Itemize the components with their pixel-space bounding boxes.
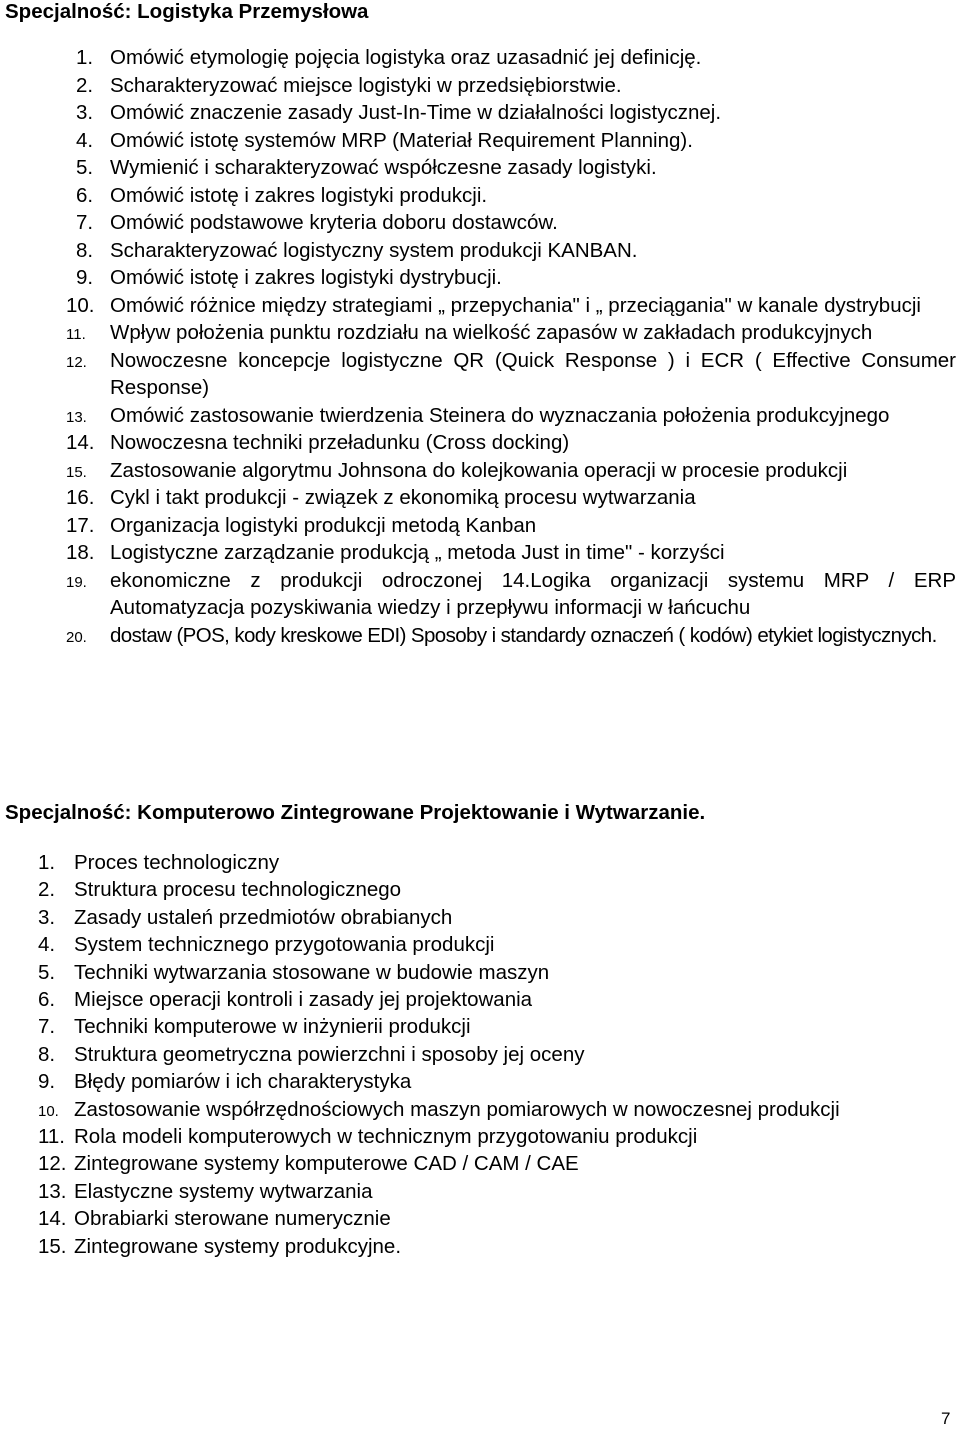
item-text: Omówić istotę systemów MRP (Materiał Requirement Planning). (110, 128, 693, 152)
list-item (0, 512, 960, 540)
item-text: Wymienić i scharakteryzować współczesne zasady logistyki. (110, 156, 657, 179)
item-text: Proces technologiczny (74, 851, 280, 874)
item-number: 9. (76, 266, 94, 289)
item-text: Nowoczesna techniki przeładunku (Cross docking) (110, 431, 570, 454)
item-number: 6. (38, 988, 56, 1012)
item-text: Zasady ustaleń przedmiotów obrabianych (74, 905, 453, 929)
item-number: 13. (38, 1179, 67, 1203)
item-number: 3. (38, 905, 56, 929)
list-item (0, 237, 960, 265)
item-number: 3. (76, 101, 94, 124)
item-number: 7. (38, 1015, 56, 1039)
list-item (0, 876, 960, 903)
item-text: Omówić zastosowanie twierdzenia Steinera do wyznaczania położenia produkcyjnego (110, 403, 890, 427)
item-number: 1. (38, 851, 56, 874)
item-number: 8. (76, 238, 94, 262)
item-number: 1. (76, 46, 94, 69)
logistics-question-list (0, 44, 960, 649)
page-number: 7 (941, 1409, 951, 1428)
cim-question-list (0, 849, 960, 1260)
item-number: 5. (76, 156, 94, 179)
item-number: 2. (38, 878, 56, 902)
item-number: 15. (66, 463, 87, 481)
list-item (0, 347, 960, 402)
list-item (0, 986, 960, 1013)
list-item (0, 1123, 960, 1150)
list-item (0, 99, 960, 127)
list-item (0, 622, 960, 650)
list-item (0, 209, 960, 237)
item-number: 20. (66, 628, 87, 646)
item-number: 15. (38, 1234, 67, 1258)
item-text: Organizacja logistyki produkcji metodą Kanban (110, 513, 537, 537)
list-item (0, 1041, 960, 1068)
list-item (0, 1096, 960, 1123)
list-item (0, 127, 960, 155)
list-item (0, 154, 960, 182)
list-item (0, 292, 960, 320)
item-text: Omówić etymologię pojęcia logistyka oraz uzasadnić jej definicję. (110, 46, 702, 69)
item-text: Omówić różnice między strategiami „ przepychania" i „ przeciągania" w kanale dystrybucji (110, 293, 921, 317)
item-text: Zastosowanie współrzędnościowych maszyn pomiarowych w nowoczesnej produkcji (74, 1097, 840, 1121)
list-item (0, 904, 960, 931)
list-item (0, 319, 960, 347)
item-text: Rola modeli komputerowych w technicznym przygotowaniu produkcji (74, 1125, 698, 1149)
item-text: Obrabiarki sterowane numerycznie (74, 1207, 391, 1231)
list-item (0, 182, 960, 210)
item-text: Błędy pomiarów i ich charakterystyka (74, 1070, 412, 1094)
list-item (0, 429, 960, 457)
item-number: 19. (66, 573, 87, 591)
list-item (0, 849, 960, 876)
item-number: 12. (66, 353, 87, 371)
item-text: Techniki wytwarzania stosowane w budowie maszyn (74, 960, 550, 984)
list-item (0, 457, 960, 485)
item-text: Zastosowanie algorytmu Johnsona do kolejkowania operacji w procesie produkcji (110, 458, 848, 482)
item-text: Omówić podstawowe kryteria doboru dostawców. (110, 211, 558, 234)
item-number: 13. (66, 408, 87, 426)
item-number: 5. (38, 960, 56, 984)
item-text: Nowoczesne koncepcje logistyczne QR (Quick Response ) i ECR ( Effective Consumer Response) (110, 348, 956, 399)
list-item (0, 44, 960, 72)
item-text: Scharakteryzować miejsce logistyki w przedsiębiorstwie. (110, 73, 622, 97)
item-text: Zintegrowane systemy komputerowe CAD / CAM / CAE (74, 1152, 579, 1176)
item-number: 8. (38, 1042, 56, 1066)
item-number: 16. (66, 486, 95, 509)
section-heading-cim: Specjalność: Komputerowo Zintegrowane Projektowanie i Wytwarzanie. (5, 801, 706, 824)
list-item (0, 931, 960, 958)
item-text: Techniki komputerowe w inżynierii produkcji (74, 1015, 471, 1039)
item-number: 10. (66, 293, 95, 317)
item-number: 10. (38, 1102, 59, 1120)
item-text: Miejsce operacji kontroli i zasady jej projektowania (74, 988, 533, 1012)
item-text: System technicznego przygotowania produkcji (74, 933, 495, 957)
list-item (0, 484, 960, 512)
list-item (0, 567, 960, 622)
item-number: 12. (38, 1152, 67, 1176)
list-item (0, 1178, 960, 1205)
item-number: 17. (66, 513, 95, 537)
item-number: 9. (38, 1070, 56, 1094)
list-item (0, 1150, 960, 1177)
list-item (0, 1013, 960, 1040)
section-heading-logistics: Specjalność: Logistyka Przemysłowa (5, 0, 369, 23)
item-text: Elastyczne systemy wytwarzania (74, 1179, 373, 1203)
item-number: 2. (76, 73, 94, 97)
item-number: 4. (38, 933, 56, 957)
item-text: Cykl i takt produkcji - związek z ekonomiką procesu wytwarzania (110, 486, 696, 509)
item-number: 18. (66, 541, 95, 564)
item-number: 14. (66, 431, 95, 454)
list-item (0, 1205, 960, 1232)
item-text: Zintegrowane systemy produkcyjne. (74, 1234, 402, 1258)
item-number: 11. (38, 1125, 65, 1149)
item-text: Omówić znaczenie zasady Just-In-Time w działalności logistycznej. (110, 101, 722, 124)
list-item (0, 959, 960, 986)
item-text: dostaw (POS, kody kreskowe EDI) Sposoby i standardy oznaczeń ( kodów) etykiet logistycznych. (110, 623, 937, 647)
item-number: 4. (76, 128, 94, 152)
item-text: ekonomiczne z produkcji odroczonej 14.Logika organizacji systemu MRP / ERP Automatyzacja pozyskiwania wiedzy i przepływu informacji w łańcuchu (110, 568, 956, 619)
list-item (0, 1233, 960, 1260)
item-text: Logistyczne zarządzanie produkcją „ metoda Just in time" - korzyści (110, 541, 725, 564)
item-number: 7. (76, 211, 94, 234)
list-item (0, 72, 960, 100)
list-item (0, 1068, 960, 1095)
item-text: Omówić istotę i zakres logistyki dystrybucji. (110, 266, 502, 289)
item-text: Omówić istotę i zakres logistyki produkcji. (110, 183, 488, 207)
item-text: Wpływ położenia punktu rozdziału na wielkość zapasów w zakładach produkcyjnych (110, 321, 873, 344)
item-text: Struktura geometryczna powierzchni i sposoby jej oceny (74, 1042, 585, 1066)
item-number: 6. (76, 183, 94, 207)
item-text: Struktura procesu technologicznego (74, 878, 402, 902)
list-item (0, 264, 960, 292)
item-number: 11. (66, 326, 86, 343)
item-number: 14. (38, 1207, 67, 1231)
item-text: Scharakteryzować logistyczny system produkcji KANBAN. (110, 238, 638, 262)
list-item (0, 402, 960, 430)
list-item (0, 539, 960, 567)
